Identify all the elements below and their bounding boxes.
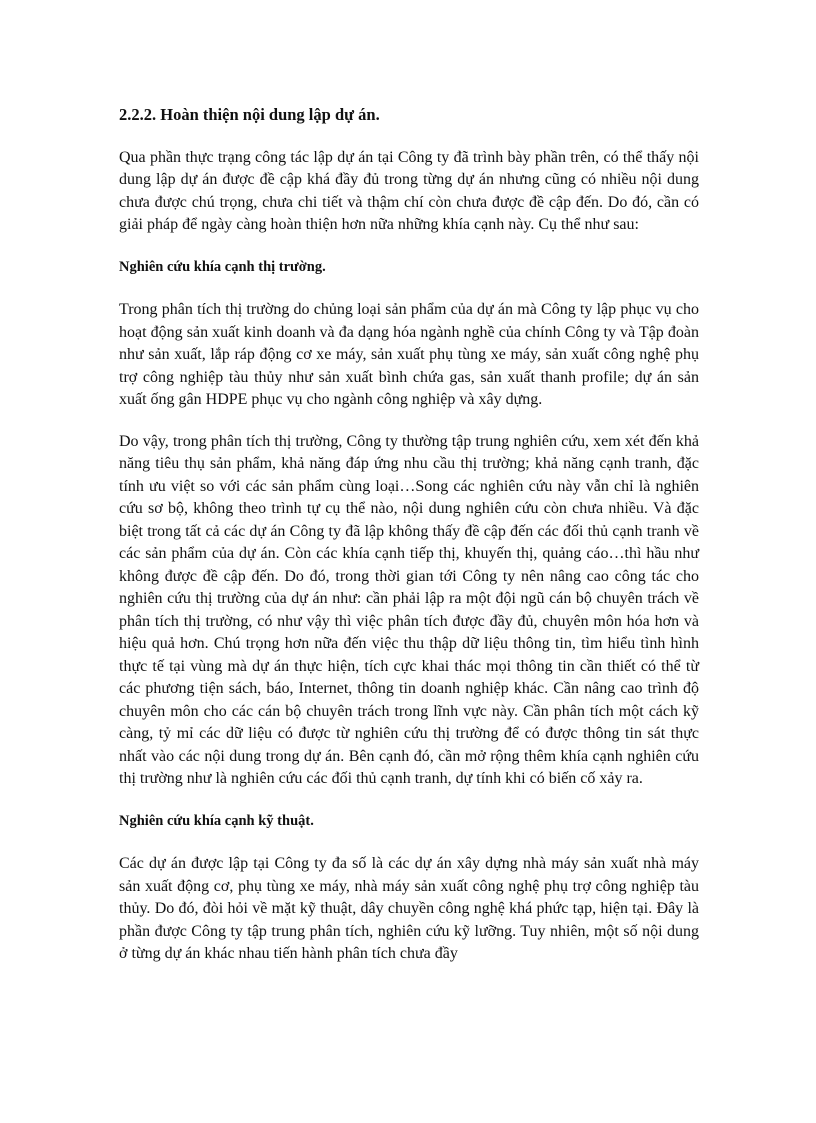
- technical-paragraph-1: Các dự án được lập tại Công ty đa số là các dự án xây dựng nhà máy sản xuất nhà máy sản xuất động cơ, phụ tùng xe máy, nhà máy sản xuất công nghệ phụ trợ công nghiệp tàu thủy. Do đó, đòi hỏi về mặt kỹ thuật, dây chuyền công nghệ khá phức tạp, hiện tại. Đây là phần được Công ty tập trung phân tích, nghiên cứu kỹ lưỡng. Tuy nhiên, một số nội dung ở từng dự án khác nhau tiến hành phân tích chưa đầy: [119, 855, 699, 962]
- intro-paragraph: Qua phần thực trạng công tác lập dự án tại Công ty đã trình bày phần trên, có thể thấy nội dung lập dự án được đề cập khá đầy đủ trong từng dự án nhưng cũng có nhiều nội dung chưa được chú trọng, chưa chi tiết và thậm chí còn chưa được đề cập đến. Do đó, cần có giải pháp để ngày càng hoàn thiện hơn nữa những khía cạnh này. Cụ thể như sau:: [119, 148, 699, 233]
- market-paragraph-2: Do vậy, trong phân tích thị trường, Công ty thường tập trung nghiên cứu, xem xét đến khả năng tiêu thụ sản phẩm, khả năng đáp ứng nhu cầu thị trường; khả năng cạnh tranh, đặc tính ưu việt so với các sản phẩm cùng loại…Song các nghiên cứu này vẫn chỉ là nghiên cứu sơ bộ, không theo trình tự cụ thể nào, nội dung nghiên cứu còn chưa nhiều. Và đặc biệt trong tất cả các dự án Công ty đã lập không thấy đề cập đến các đối thủ cạnh tranh về các sản phẩm của dự án. Còn các khía cạnh tiếp thị, khuyến thị, quảng cáo…thì hầu như không được đề cập đến. Do đó, trong thời gian tới Công ty nên nâng cao công tác cho nghiên cứu thị trường của dự án như: cần phải lập ra một đội ngũ cán bộ chuyên trách về phân tích thị trường, có như vậy thì việc phân tích được đầy đủ, chuyên môn hóa hơn và hiệu quả hơn. Chú trọng hơn nữa đến việc thu thập dữ liệu thông tin, tìm hiểu tình hình thực tế tại vùng mà dự án thực hiện, tích cực khai thác mọi thông tin cần thiết có thể từ các phương tiện sách, báo, Internet, thông tin doanh nghiệp khác. Cần nâng cao trình độ chuyên môn cho các cán bộ chuyên trách trong lĩnh vực này. Cần phân tích một cách kỹ càng, tỷ mỉ các dữ liệu có được từ nghiên cứu thị trường để có được thông tin sát thực nhất vào các nội dung trong dự án. Bên cạnh đó, cần mở rộng thêm khía cạnh nghiên cứu thị trường như là nghiên cứu các đối thủ cạnh tranh, dự tính khi có biến cố xảy ra.: [119, 432, 699, 787]
- technical-heading: Nghiên cứu khía cạnh kỹ thuật.: [119, 812, 314, 829]
- section-title: 2.2.2. Hoàn thiện nội dung lập dự án.: [119, 105, 380, 124]
- market-heading: Nghiên cứu khía cạnh thị trường.: [119, 258, 326, 275]
- market-paragraph-1: Trong phân tích thị trường do chủng loại sản phẩm của dự án mà Công ty lập phục vụ cho hoạt động sản xuất kinh doanh và đa dạng hóa ngành nghề của chính Công ty và Tập đoàn như sản xuất, lắp ráp động cơ xe máy, sản xuất phụ tùng xe máy, sản xuất công nghệ phụ trợ công nghiệp tàu thủy như sản xuất bình chứa gas, sản xuất thanh profile; dự án sản xuất ống gân HDPE phục vụ cho ngành công nghiệp và xây dựng.: [119, 301, 699, 408]
- document-page: [119, 104, 699, 985]
